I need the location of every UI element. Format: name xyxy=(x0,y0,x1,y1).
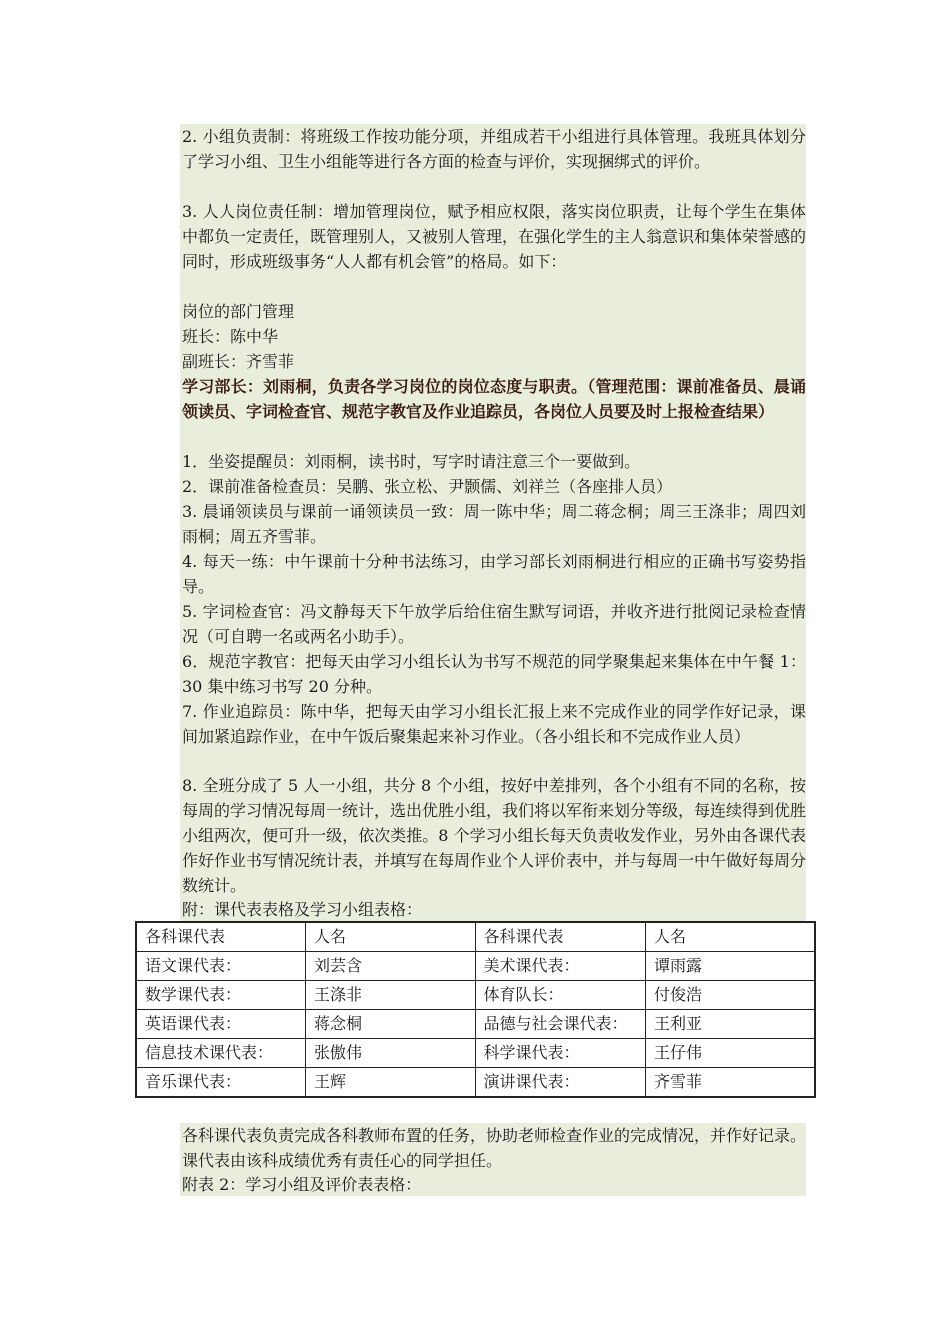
table-row xyxy=(136,952,815,981)
table-cell: 张傲伟 xyxy=(306,1039,475,1068)
table-cell: 数学课代表： xyxy=(136,981,306,1010)
table-cell: 语文课代表： xyxy=(136,952,306,981)
table-row xyxy=(136,1010,815,1039)
table-cell: 科学课代表： xyxy=(475,1039,646,1068)
table-row xyxy=(136,981,815,1010)
para-item-5: 5. 字词检查官：冯文静每天下午放学后给住宿生默写词语，并收齐进行批阅记录检查情况（可自聘一名或两名小助手）。 xyxy=(182,602,806,646)
table-cell: 付俊浩 xyxy=(646,981,815,1010)
para-post-responsibility: 3. 人人岗位责任制：增加管理岗位，赋予相应权限，落实岗位职责，让每个学生在集体中都负一定责任，既管理别人，又被别人管理，在强化学生的主人翁意识和集体荣誉感的同时，形成班级事务“人人都有机会管”的格局。如下： xyxy=(182,202,807,271)
table-cell: 各科课代表 xyxy=(136,922,306,952)
table-row xyxy=(136,1039,815,1068)
para-rep-duty: 各科课代表负责完成各科教师布置的任务，协助老师检查作业的完成情况，并作好记录。课代表由该科成绩优秀有责任心的同学担任。 xyxy=(182,1126,807,1170)
para-item-7: 7. 作业追踪员：陈中华，把每天由学习小组长汇报上来不完成作业的同学作好记录，课间加紧追踪作业，在中午饭后聚集起来补习作业。（各小组长和不完成作业人员） xyxy=(182,702,806,746)
para-monitor: 班长：陈中华 xyxy=(182,327,279,346)
para-study-minister: 学习部长：刘雨桐，负责各学习岗位的岗位态度与职责。（管理范围：课前准备员、晨诵领读员、字词检查官、规范字教官及作业追踪员，各岗位人员要及时上报检查结果） xyxy=(182,377,806,421)
table-cell: 王辉 xyxy=(306,1068,475,1098)
para-appendix-2: 附表 2：学习小组及评价表表格： xyxy=(182,1175,422,1194)
table-cell: 品德与社会课代表： xyxy=(475,1010,646,1039)
para-dept-heading: 岗位的部门管理 xyxy=(182,302,295,321)
table-cell: 各科课代表 xyxy=(475,922,646,952)
para-item-1: 1．坐姿提醒员：刘雨桐，读书时，写字时请注意三个一要做到。 xyxy=(182,452,641,471)
table-cell: 人名 xyxy=(306,922,475,952)
table-cell: 英语课代表： xyxy=(136,1010,306,1039)
para-group-responsibility: 2. 小组负责制：将班级工作按功能分项，并组成若干小组进行具体管理。我班具体划分了学习小组、卫生小组能等进行各方面的检查与评价，实现捆绑式的评价。 xyxy=(182,127,806,171)
table-cell: 王利亚 xyxy=(646,1010,815,1039)
para-item-2: 2．课前准备检查员：吴鹏、张立松、尹颢儒、刘祥兰（各座排人员） xyxy=(182,477,673,496)
table-cell: 蒋念桐 xyxy=(306,1010,475,1039)
table-cell: 谭雨露 xyxy=(646,952,815,981)
table-cell: 信息技术课代表： xyxy=(136,1039,306,1068)
table-cell: 齐雪菲 xyxy=(646,1068,815,1098)
table-cell: 刘芸含 xyxy=(306,952,475,981)
para-item-6: 6．规范字教官：把每天由学习小组长认为书写不规范的同学聚集起来集体在中午餐 1：30 集中练习书写 20 分种。 xyxy=(182,652,806,696)
table-cell: 王涤非 xyxy=(306,981,475,1010)
table-cell: 音乐课代表： xyxy=(136,1068,306,1098)
para-item-4: 4. 每天一练：中午课前十分种书法练习，由学习部长刘雨桐进行相应的正确书写姿势指导。 xyxy=(182,552,806,596)
table-row xyxy=(136,1068,815,1098)
table-cell: 人名 xyxy=(646,922,815,952)
para-item-3: 3. 晨诵领读员与课前一诵领读员一致：周一陈中华；周二蒋念桐；周三王涤非；周四刘雨桐；周五齐雪菲。 xyxy=(182,502,806,546)
para-item-8: 8. 全班分成了 5 人一小组，共分 8 个小组，按好中差排列，各个小组有不同的名称，按每周的学习情况每周一统计，选出优胜小组，我们将以军衔来划分等级，每连续得到优胜小组两次，便可升一级，依次类推。8 个学习小组长每天负责收发作业，另外由各课代表作好作业书写情况统计表，并填写在每周作业个人评价表中，并与每周一中午做好每周分数统计。 xyxy=(182,776,807,895)
table-cell: 体育队长： xyxy=(475,981,646,1010)
para-appendix-note: 附：课代表表格及学习小组表格： xyxy=(182,900,423,919)
class-rep-table xyxy=(135,921,816,1098)
table-cell: 演讲课代表： xyxy=(475,1068,646,1098)
table-cell: 王仔伟 xyxy=(646,1039,815,1068)
table-cell: 美术课代表： xyxy=(475,952,646,981)
table-header-row xyxy=(136,922,815,952)
para-vice-monitor: 副班长：齐雪菲 xyxy=(182,352,295,371)
